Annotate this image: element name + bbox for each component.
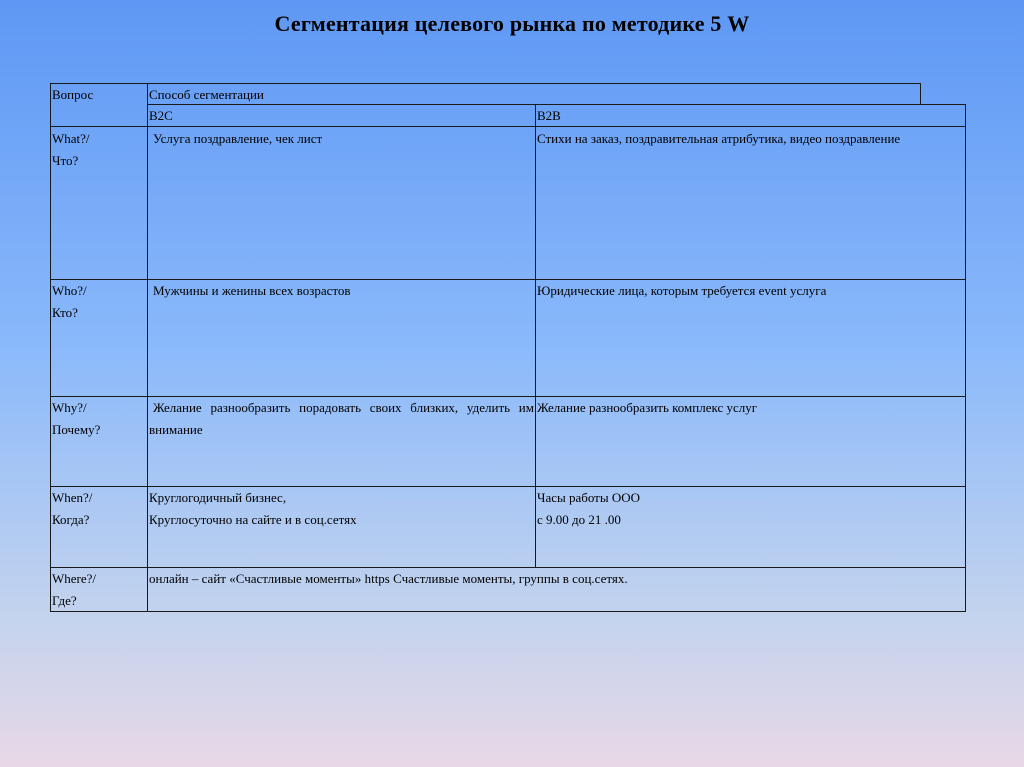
table-border-right-header <box>920 83 921 105</box>
row-who-question-en: Who?/ <box>52 283 87 298</box>
row-what-b2c: Услуга поздравление, чек лист <box>153 131 323 146</box>
table-column-divider <box>147 83 148 612</box>
header-b2c: В2С <box>149 108 173 123</box>
row-what-question-ru: Что? <box>52 153 79 168</box>
row-when-b2c-line2: Круглосуточно на сайте и в соц.сетях <box>149 512 357 527</box>
row-when-b2c-line1: Круглогодичный бизнес, <box>149 490 287 505</box>
row-when-b2b-line2: с 9.00 до 21 .00 <box>537 512 621 527</box>
row-why-question-ru: Почему? <box>52 422 101 437</box>
row-when-b2b-line1: Часы работы ООО <box>537 490 641 505</box>
row-what-b2b: Стихи на заказ, поздравительная атрибутика, видео поздравление <box>537 131 901 146</box>
slide-title: Сегментация целевого рынка по методике 5 W <box>274 11 750 36</box>
row-why-b2b: Желание разнообразить комплекс услуг <box>537 400 758 415</box>
table-column-divider <box>535 104 536 567</box>
table-border-bottom <box>50 611 966 612</box>
row-where-question-ru: Где? <box>52 593 77 608</box>
row-why-question-en: Why?/ <box>52 400 87 415</box>
row-when-question-en: When?/ <box>52 490 93 505</box>
row-where-merged: онлайн – сайт «Счастливые моменты» https Счастливые моменты, группы в соц.сетях. <box>149 571 628 586</box>
header-segmentation-method: Способ сегментации <box>149 87 264 102</box>
row-when-question-ru: Когда? <box>52 512 90 527</box>
table-border-right <box>965 104 966 612</box>
row-what-question-en: What?/ <box>52 131 90 146</box>
table-row-divider <box>50 126 966 127</box>
row-where-question-en: Where?/ <box>52 571 97 586</box>
header-question: Вопрос <box>52 87 94 102</box>
row-who-question-ru: Кто? <box>52 305 78 320</box>
table-border-left <box>50 83 51 612</box>
row-who-b2c: Мужчины и женины всех возрастов <box>153 283 351 298</box>
header-b2b: В2В <box>537 108 561 123</box>
row-who-b2b: Юридические лица, которым требуется event услуга <box>537 283 827 298</box>
row-why-b2c: Желание разнообразить порадовать своих близких, уделить им внимание <box>149 400 534 437</box>
